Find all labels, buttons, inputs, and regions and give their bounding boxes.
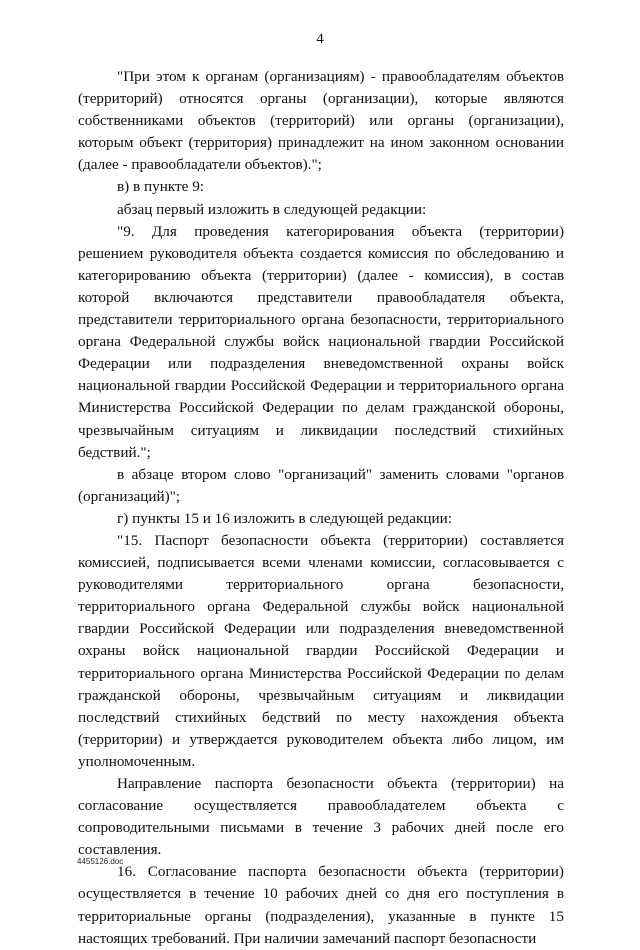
paragraph-passport-direction: Направление паспорта безопасности объекта (территории) на согласование осуществляется правообладателем объекта с сопроводительными письмами в течение 3 рабочих дней после его составления. [78, 775, 564, 859]
paragraph-first-abzac: абзац первый изложить в следующей редакции: [117, 200, 427, 218]
footer-filename: 4455126.doc [77, 857, 124, 866]
paragraph-point-9: "9. Для проведения категорирования объекта (территории) решением руководителя объекта создается комиссия по обследованию и категорированию объекта (территории) (далее - комиссия), в состав которой включаются представители правообладателя объекта, представители территориального органа безопасности, территориального органа Федеральной службы войск национальной гвардии Российской Федерации или подразделения вневедомственной охраны войск национальной гвардии Российской Федерации и территориального органа Министерства Российской Федерации по делам гражданской обороны, чрезвычайным ситуациям и ликвидации последствий стихийных бедствий."; [78, 222, 564, 461]
paragraph-item-g: г) пункты 15 и 16 изложить в следующей редакции: [117, 509, 452, 527]
page-number: 4 [316, 31, 324, 47]
paragraph-second-abzac: в абзаце втором слово "организаций" заменить словами "органов (организаций)"; [78, 465, 564, 505]
paragraph-point-16: 16. Согласование паспорта безопасности объекта (территории) осуществляется в течение 10 рабочих дней со дня его поступления в территориальные органы (подразделения), указанные в пункте 15 настоящих требований. При наличии замечаний паспорт безопасности [78, 863, 564, 947]
paragraph-point-15: "15. Паспорт безопасности объекта (территории) составляется комиссией, подписывается всеми членами комиссии, согласовывается с руководителями территориального органа безопасности, территориального органа Федеральной службы войск национальной гвардии Российской Федерации или подразделения вневедомственной охраны войск национальной гвардии Российской Федерации и территориального органа Министерства Российской Федерации по делам гражданской обороны, чрезвычайным ситуациям и ликвидации последствий стихийных бедствий по месту нахождения объекта (территории) и утверждается руководителем объекта либо лицом, им уполномоченным. [78, 531, 564, 770]
paragraph-item-v: в) в пункте 9: [117, 178, 205, 196]
paragraph-quote-owners: "При этом к органам (организациям) - правообладателям объектов (территорий) относятся органы (организации), которые являются собственниками объектов (территорий) или органы (организации), которым объект (территория) принадлежит на ином законном основании (далее - правообладатели объектов)."; [78, 68, 564, 174]
document-body [78, 66, 564, 950]
